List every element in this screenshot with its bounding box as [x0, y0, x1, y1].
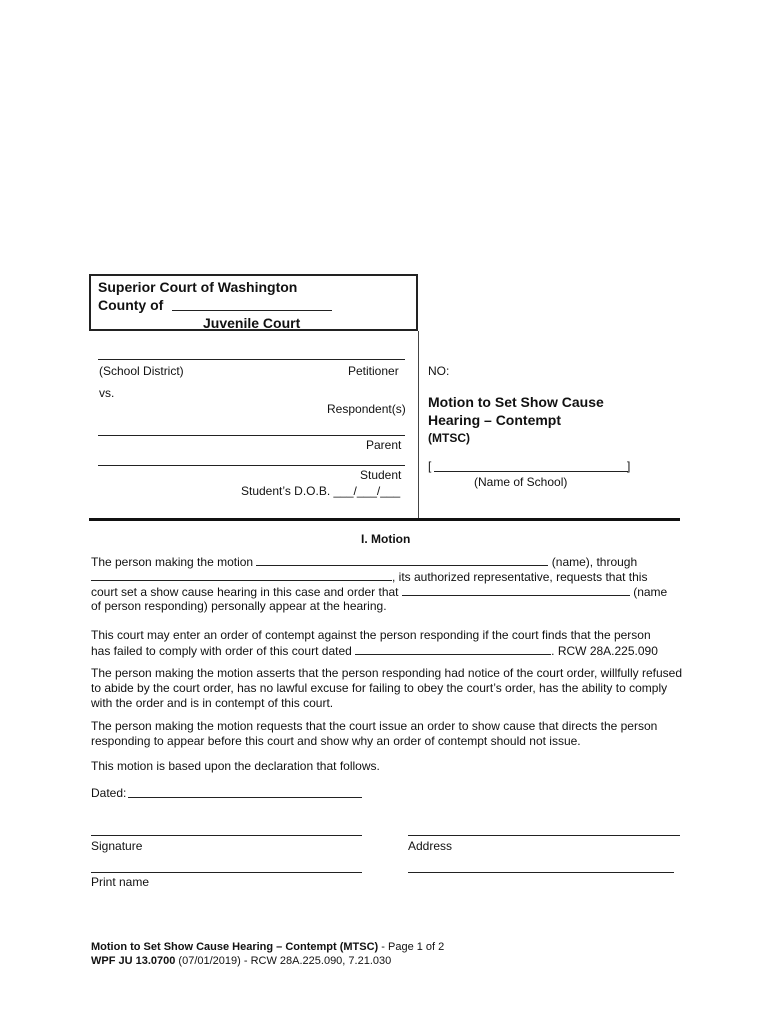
school-name-blank[interactable] — [434, 471, 628, 472]
declaration-note: This motion is based upon the declaration that follows. — [91, 759, 380, 773]
case-number-label: NO: — [428, 364, 450, 378]
print-name-line[interactable] — [91, 872, 362, 873]
school-district-label: (School District) — [99, 364, 184, 378]
vs-label: vs. — [99, 386, 115, 400]
parent-line[interactable] — [98, 435, 405, 436]
student-dob-label: Student’s D.O.B. ___/___/___ — [241, 484, 401, 498]
bracket-open: [ — [428, 459, 432, 473]
contempt-line2: has failed to comply with order of this court dated . RCW 28A.225.090 — [91, 644, 658, 658]
representative-blank[interactable] — [91, 569, 392, 581]
respondents-label: Respondent(s) — [327, 402, 406, 416]
court-name: Superior Court of Washington — [98, 279, 298, 295]
section-heading: I. Motion — [361, 532, 411, 546]
signature-line[interactable] — [91, 835, 362, 836]
parent-label: Parent — [366, 438, 402, 452]
assertion-paragraph: The person making the motion asserts that the person responding had notice of the court order, willfully refused to abide by the court order, has no lawful excuse for failing to obey the court’s order, has the ability to comply with the order and is in contempt of this court. — [91, 666, 682, 710]
order-date-blank[interactable] — [355, 643, 551, 655]
signature-label: Signature — [91, 839, 143, 853]
request-paragraph: The person making the motion requests that the court issue an order to show cause that directs the person responding to appear before this court and show why an order of contempt should not issue. — [91, 719, 658, 748]
bracket-close: ] — [627, 459, 631, 473]
contempt-line1: This court may enter an order of contempt against the person responding if the court finds that the person — [91, 628, 651, 642]
motion-line1: The person making the motion (name), through — [91, 555, 638, 569]
school-district-line[interactable] — [98, 359, 405, 360]
motion-line2: , its authorized representative, requests that this — [91, 569, 647, 584]
address-line[interactable] — [408, 835, 680, 836]
footer-line2: WPF JU 13.0700 (07/01/2019) - RCW 28A.225.090, 7.21.030 — [91, 955, 392, 967]
petitioner-label: Petitioner — [348, 364, 399, 378]
print-name-label: Print name — [91, 875, 150, 889]
student-label: Student — [360, 468, 402, 482]
respondent-name-blank[interactable] — [402, 584, 630, 596]
address-label: Address — [408, 839, 453, 853]
name-of-school-label: (Name of School) — [474, 475, 568, 489]
form-title-line2: Hearing – Contempt — [428, 412, 562, 428]
form-code: (MTSC) — [428, 431, 470, 445]
student-line[interactable] — [98, 465, 405, 466]
dated-label: Dated: — [91, 786, 127, 800]
motion-line4: of person responding) personally appear at the hearing. — [91, 599, 387, 613]
section-separator — [89, 518, 680, 521]
juvenile-court-label: Juvenile Court — [203, 315, 301, 331]
movant-name-blank[interactable] — [256, 554, 548, 566]
county-blank[interactable] — [172, 310, 332, 311]
form-title-line1: Motion to Set Show Cause — [428, 394, 604, 410]
county-label: County of — [98, 297, 164, 313]
caption-divider — [418, 331, 419, 520]
footer-line1: Motion to Set Show Cause Hearing – Contempt (MTSC) - Page 1 of 2 — [91, 941, 445, 953]
motion-line3: court set a show cause hearing in this case and order that (name — [91, 585, 668, 599]
address-line-2[interactable] — [408, 872, 674, 873]
dated-blank[interactable] — [128, 797, 362, 798]
